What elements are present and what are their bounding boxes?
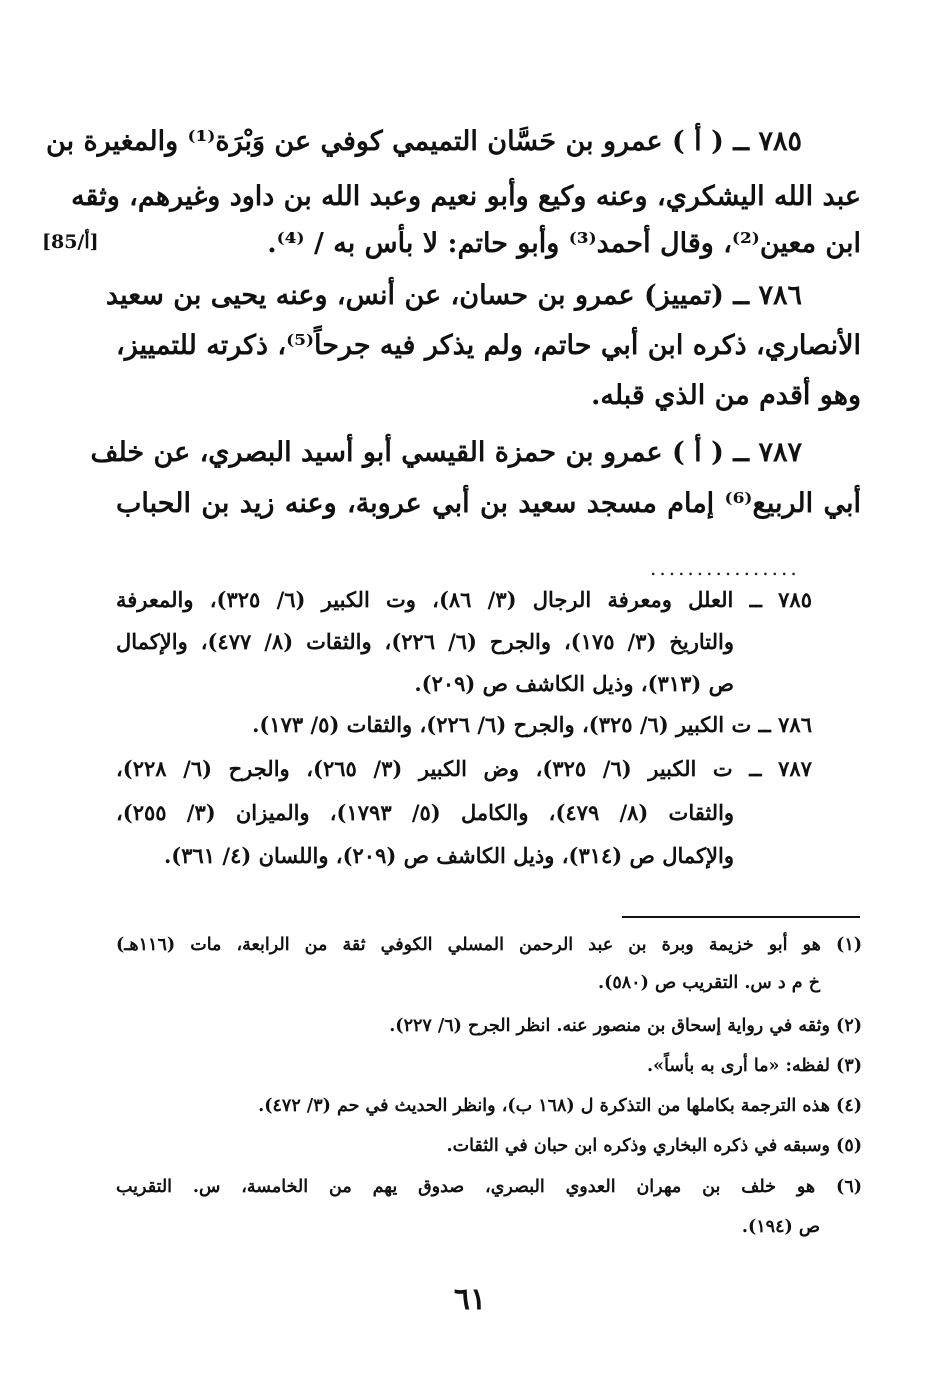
main-line: ٧٨٥ ــ ( أ ) عمرو بن حَسَّان التميمي كوفي عن وَبْرَة⁽¹⁾ والمغيرة بن (46, 126, 802, 157)
main-line: ابن معين⁽²⁾، وقال أحمد⁽³⁾ وأبو حاتم: لا بأس به / ⁽⁴⁾. (267, 228, 861, 259)
reference-line: ٧٨٧ ــ ت الكبير (٦/ ٣٢٥)، وض الكبير (٣/ ٢٦٥)، والجرح (٦/ ٢٢٨)، (116, 756, 812, 781)
footnote-line: (٢) وثقه في رواية إسحاق بن منصور عنه. انظر الجرح (٦/ ٢٢٧). (389, 1016, 862, 1036)
main-line: عبد الله اليشكري، وعنه وكيع وأبو نعيم وعبد الله بن داود وغيرهم، وثقه (71, 181, 861, 212)
footnote-line: (١) هو أبو خزيمة وبرة بن عبد الرحمن المسلي الكوفي ثقة من الرابعة، مات (١١٦هـ) (116, 935, 862, 955)
reference-line: والتاريخ (٣/ ١٧٥)، والجرح (٦/ ٢٢٦)، والثقات (٨/ ٤٧٧)، والإكمال (116, 629, 735, 654)
main-line: ٧٨٧ ــ ( أ ) عمرو بن حمزة القيسي أبو أسيد البصري، عن خلف (90, 437, 802, 468)
main-line: ٧٨٦ ــ (تمييز) عمرو بن حسان، عن أنس، وعنه يحيى بن سعيد (105, 280, 802, 311)
footnote-line: (٣) لفظه: «ما أرى به بأساً». (647, 1056, 862, 1076)
page-number: ٦١ (453, 1282, 487, 1317)
main-line: وهو أقدم من الذي قبله. (590, 380, 861, 411)
footnote-line: (٦) هو خلف بن مهران العدوي البصري، صدوق يهم من الخامسة، س. التقريب (116, 1177, 862, 1197)
reference-line: والثقات (٨/ ٤٧٩)، والكامل (٥/ ١٧٩٣)، والميزان (٣/ ٢٥٥)، (116, 800, 735, 825)
footnote-line: ص (١٩٤). (741, 1217, 820, 1237)
reference-line: والإكمال ص (٣١٤)، وذيل الكاشف ص (٢٠٩)، واللسان (٤/ ٣٦١). (164, 843, 734, 868)
continuation-dots: ................ (650, 556, 800, 580)
main-line: أبي الربيع⁽⁶⁾ إمام مسجد سعيد بن أبي عروبة، وعنه زيد بن الحباب (116, 488, 862, 519)
footnote-line: (٤) هذه الترجمة بكاملها من التذكرة ل (١٦٨ ب)، وانظر الحديث في حم (٣/ ٤٧٢). (258, 1096, 862, 1116)
reference-line: ٧٨٥ ــ العلل ومعرفة الرجال (٣/ ٨٦)، وت الكبير (٦/ ٣٢٥)، والمعرفة (116, 587, 812, 612)
reference-line: ٧٨٦ ــ ت الكبير (٦/ ٣٢٥)، والجرح (٦/ ٢٢٦)، والثقات (٥/ ١٧٣). (252, 712, 812, 737)
margin-folio-note: [85/أ] (42, 231, 99, 253)
footnote-line: (٥) وسبقه في ذكره البخاري وذكره ابن حبان في الثقات. (446, 1136, 862, 1156)
footnote-separator (622, 916, 860, 918)
footnote-line: خ م د س. التقريب ص (٥٨٠). (598, 973, 820, 993)
main-line: الأنصاري، ذكره ابن أبي حاتم، ولم يذكر فيه جرحاً⁽⁵⁾، ذكرته للتمييز، (115, 330, 861, 361)
reference-line: ص (٣١٣)، وذيل الكاشف ص (٢٠٩). (414, 671, 734, 696)
